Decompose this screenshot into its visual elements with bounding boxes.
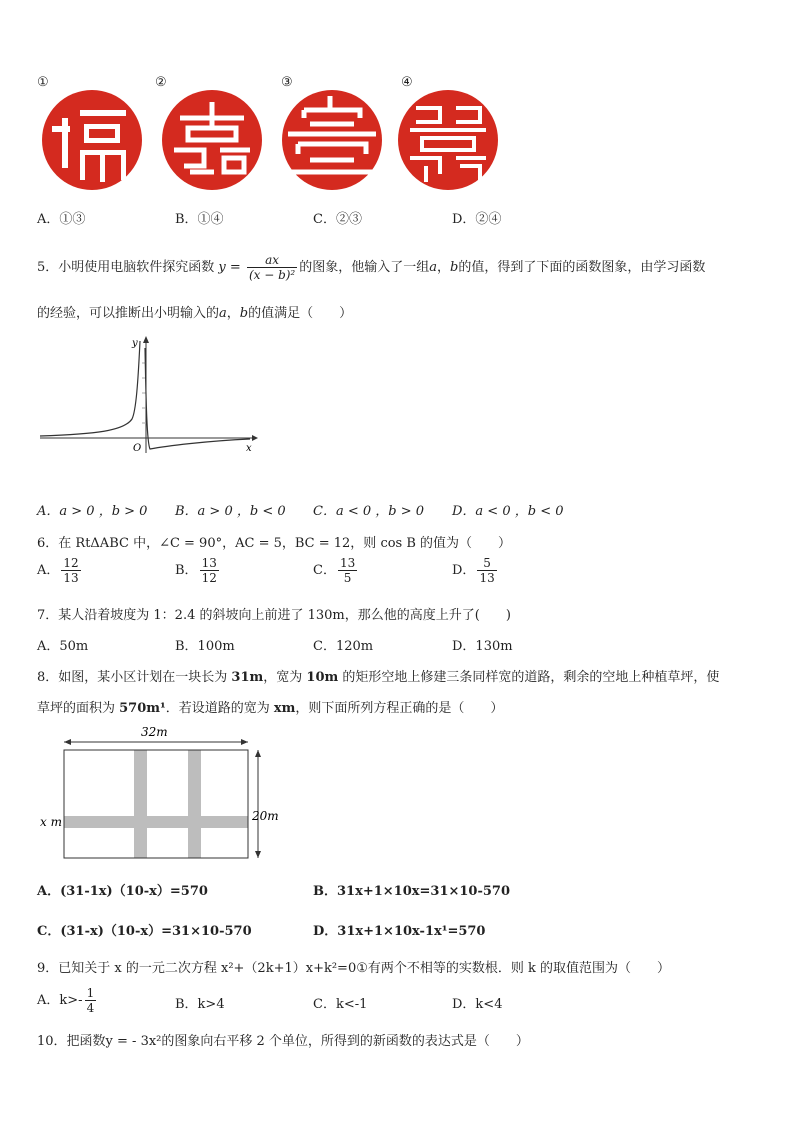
seal-shou-icon: [280, 88, 384, 192]
q8-option-d[interactable]: D．31x+1×10x-1x¹=570: [313, 924, 486, 939]
q8-field: [64, 750, 248, 858]
q6-option-d[interactable]: D． $\frac{5}{13}$: [452, 556, 495, 585]
q5-curve-right: [145, 348, 250, 449]
q5-option-c[interactable]: C．a < 0 ，b > 0: [313, 504, 425, 519]
q8-road-width-label: x m: [40, 815, 62, 829]
seal-label-4: ④: [401, 75, 413, 90]
q7-option-a[interactable]: A．50m: [37, 639, 89, 654]
q9-option-d[interactable]: D．k<4: [452, 997, 503, 1012]
q8-road-figure: [36, 722, 286, 864]
q7-option-c[interactable]: C．120m: [313, 639, 374, 654]
q8-road-vertical-2: [188, 750, 201, 858]
q8-length-label: 32m: [141, 725, 168, 739]
q8-option-c[interactable]: C．(31-x)（10-x）=31×10-570: [37, 924, 252, 939]
seal-fu-icon: [40, 88, 144, 192]
q8-stem-line2: 草坪的面积为 570m¹．若设道路的宽为 xm，则下面所列方程正确的是（ ）: [37, 701, 504, 716]
q5-x-label: x: [246, 443, 252, 454]
q8-option-b[interactable]: B．31x+1×10x=31×10-570: [313, 884, 510, 899]
q6-stem: 6．在 RtΔABC 中，∠C = 90°，AC = 5，BC = 12，则 cos B 的值为（ ）: [37, 536, 512, 551]
q5-stem-line2: 的经验，可以推断出小明输入的a，b的值满足（ ）: [37, 306, 353, 321]
q4-option-c[interactable]: C．②③: [313, 212, 362, 227]
q5-y-label: y: [132, 338, 138, 349]
q8-road-vertical-1: [134, 750, 147, 858]
seal-label-1: ①: [37, 75, 49, 90]
q9-option-a[interactable]: A．k>- $\frac{1}{4}$: [37, 986, 95, 1015]
q8-option-a[interactable]: A．(31-1x)（10-x）=570: [37, 884, 208, 899]
q7-option-d[interactable]: D．130m: [452, 639, 513, 654]
seal-lu-icon: [160, 88, 264, 192]
q5-stem-line1: 5．小明使用电脑软件探究函数 y = $\frac{ax}{\text{(x − b)²}}$ 的图象，他输入了一组a，b的值，得到了下面的函数图象，由学习函数: [37, 253, 706, 282]
q8-road-horizontal: [64, 816, 248, 828]
q4-option-a[interactable]: A．①③: [37, 212, 86, 227]
q6-option-b[interactable]: B． $\frac{13}{12}$: [175, 556, 217, 585]
seal-xi-icon: [396, 88, 500, 192]
q5-option-a[interactable]: A．a > 0 ，b > 0: [37, 504, 148, 519]
q6-option-a[interactable]: A． $\frac{12}{13}$: [37, 556, 79, 585]
seal-label-2: ②: [155, 75, 167, 90]
q9-stem: 9．已知关于 x 的一元二次方程 x²+（2k+1）x+k²=0①有两个不相等的实数根．则 k 的取值范围为（ ）: [37, 961, 671, 976]
q8-width-label: 20m: [252, 809, 279, 823]
q7-stem: 7．某人沿着坡度为 1：2.4 的斜坡向上前进了 130m，那么他的高度上升了( ): [37, 608, 511, 623]
q7-option-b[interactable]: B．100m: [175, 639, 235, 654]
q9-option-b[interactable]: B．k>4: [175, 997, 225, 1012]
q10-stem: 10．把函数y = - 3x²的图象向右平移 2 个单位，所得到的新函数的表达式是（ ）: [37, 1034, 529, 1049]
q5-origin-label: O: [133, 443, 142, 454]
q5-curve-left: [40, 341, 140, 436]
q5-function-graph: [36, 333, 260, 457]
q4-option-d[interactable]: D．②④: [452, 212, 502, 227]
q9-option-c[interactable]: C．k<-1: [313, 997, 368, 1012]
q5-option-d[interactable]: D．a < 0 ，b < 0: [452, 504, 564, 519]
q4-option-b[interactable]: B．①④: [175, 212, 224, 227]
q5-option-b[interactable]: B．a > 0 ，b < 0: [175, 504, 286, 519]
seal-label-3: ③: [281, 75, 293, 90]
q6-option-c[interactable]: C． $\frac{13}{5}$: [313, 556, 356, 585]
q8-stem-line1: 8．如图，某小区计划在一块长为 31m，宽为 10m 的矩形空地上修建三条同样宽的道路，剩余的空地上种植草坪，使: [37, 670, 720, 685]
